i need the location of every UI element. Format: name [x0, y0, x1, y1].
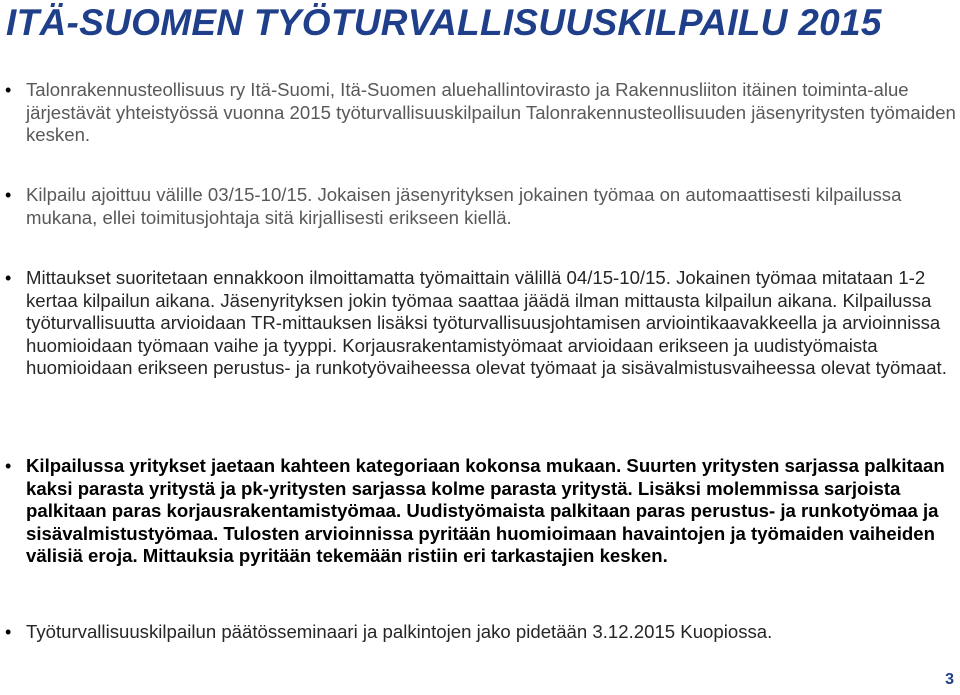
bullet-text: Työturvallisuuskilpailun päätösseminaari ja palkintojen jako pidetään 3.12.2015 Kuopiossa. [26, 621, 773, 642]
bullet-dot-icon: • [5, 456, 12, 476]
bullet-text: Talonrakennusteollisuus ry Itä-Suomi, Itä-Suomen aluehallintovirasto ja Rakennusliiton itäinen toiminta-alue järjestävät yhteistyössä vuonna 2015 työturvallisuuskilpailun Talonrakennusteollisuuden jäsenyritysten työmaiden kesken. [26, 79, 956, 146]
bullet-text: Mittaukset suoritetaan ennakkoon ilmoittamatta työmaittain välillä 04/15-10/15. Jokainen työmaa mitataan 1-2 kertaa kilpailun aikana. Jäsenyrityksen jokin työmaa saattaa jäädä ilman mittausta kilpailun aikana. Kilpailussa työturvallisuutta arvioidaan TR-mittauksen lisäksi työturvallisuusjohtamisen arviointikaavakkeella ja arvioinnissa huomioidaan työmaan vaihe ja tyyppi. Korjausrakentamistyömaat arvioidaan erikseen ja uudistyömaista huomioidaan erikseen perustus- ja runkotyövaiheessa olevat työmaat ja sisävalmistusvaiheessa olevat työmaat. [26, 267, 947, 379]
bullet-dot-icon: • [5, 80, 12, 100]
bullet-text: Kilpailu ajoittuu välille 03/15-10/15. Jokaisen jäsenyrityksen jokainen työmaa on automaattisesti kilpailussa mukana, ellei toimitusjohtaja sitä kirjallisesti erikseen kiellä. [26, 184, 902, 228]
bullet-dot-icon: • [5, 268, 12, 288]
page-number: 3 [945, 671, 954, 688]
bullet-dot-icon: • [5, 185, 12, 205]
bullet-text: Kilpailussa yritykset jaetaan kahteen kategoriaan kokonsa mukaan. Suurten yritysten sarjassa palkitaan kaksi parasta yritystä ja pk-yritysten sarjassa kolme parasta yritystä. Lisäksi molemmissa sarjoista palkitaan paras korjausrakentamistyömaa. Uudistyömaista palkitaan paras perustus- ja runkotyömaa ja sisävalmistustyömaa. Tulosten arvioinnissa pyritään huomioimaan havaintojen ja työmaiden vaiheiden välisiä eroja. Mittauksia pyritään tekemään ristiin eri tarkastajien kesken. [26, 455, 945, 567]
bullet-dot-icon: • [5, 622, 12, 642]
slide-title: ITÄ-SUOMEN TYÖTURVALLISUUSKILPAILU 2015 [6, 2, 882, 43]
